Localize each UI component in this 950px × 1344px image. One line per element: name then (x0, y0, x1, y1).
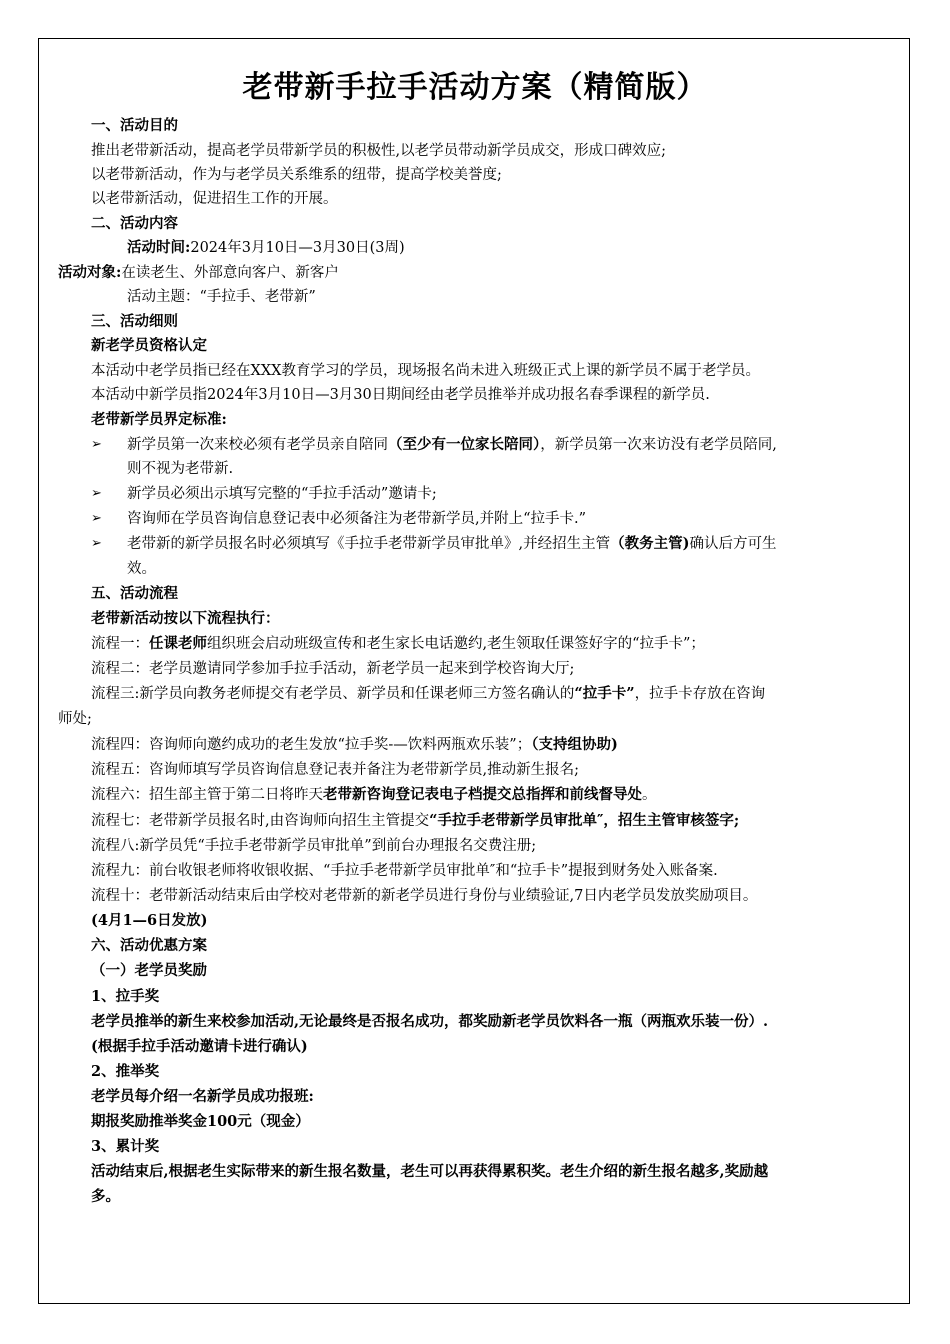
process-step-8: 流程八:新学员凭“手拉手老带新学员审批单”到前台办理报名交费注册; (91, 838, 537, 854)
eligibility-paragraph-2: 本活动中新学员指2024年3月10日—3月30日期间经由老学员推举并成功报名春季课程的新学员. (91, 387, 710, 403)
reward-2-paragraph-2: 期报奖励推举奖金100元（现金） (91, 1113, 310, 1130)
process-step-5: 流程五：咨询师填写学员咨询信息登记表并备注为老带新学员,推动新生报名; (91, 762, 579, 778)
process-subheading: 老带新活动按以下流程执行： (91, 610, 280, 627)
activity-target-value: 在读老生、外部意向客户、新客户 (121, 265, 339, 281)
reward-2-title: 2、推举奖 (91, 1063, 160, 1080)
reward-1-title: 1、拉手奖 (91, 988, 160, 1005)
criteria-3-text: 咨询师在学员咨询信息登记表中必须备注为老带新学员,并附上“拉手卡.” (127, 511, 587, 527)
reward-3-paragraph-1: 活动结束后,根据老生实际带来的新生报名数量，老生可以再获得累积奖。老生介绍的新生报名越多,奖励越 (91, 1163, 769, 1180)
arrow-bullet-icon: ➢ (91, 437, 102, 452)
document-title: 老带新手拉手活动方案（精简版） (242, 70, 708, 105)
section1-paragraph-1: 推出老带新活动，提高老学员带新学员的积极性,以老学员带动新学员成交，形成口碑效应; (91, 143, 666, 159)
process-step-10: 流程十：老带新活动结束后由学校对老带新的新老学员进行身份与业绩验证,7日内老学员发放奖励项目。 (91, 888, 758, 904)
criteria-2-text: 新学员必须出示填写完整的“手拉手活动”邀请卡; (127, 486, 437, 502)
process-step-3: 流程三:新学员向教务老师提交有老学员、新学员和任课老师三方签名确认的“拉手卡”，拉手卡存放在咨询 (91, 685, 766, 702)
rewards-subheading: （一）老学员奖励 (91, 962, 207, 979)
criteria-4-text-cont: 确认后方可生 (689, 536, 777, 552)
criteria-subheading: 老带新学员界定标准: (91, 411, 227, 428)
reward-2-paragraph-1: 老学员每介绍一名新学员成功报班: (91, 1088, 314, 1105)
criteria-1-text: 新学员第一次来校必须有老学员亲自陪同 (127, 437, 388, 453)
process-step-4: 流程四：咨询师向邀约成功的老生发放“拉手奖-—饮料两瓶欢乐装”；（支持组协助) (91, 736, 618, 753)
criteria-1-text-cont: ，新学员第一次来访没有老学员陪同, (540, 437, 777, 453)
process-step-10-note: (4月1—6日发放) (91, 912, 208, 929)
process-step-6: 流程六：招生部主管于第二日将昨天老带新咨询登记表电子档提交总指挥和前线督导处。 (91, 786, 657, 803)
section6-heading: 六、活动优惠方案 (91, 937, 207, 954)
process-step-1-emphasis: 任课老师 (149, 635, 207, 652)
criteria-4-wrap: 效。 (127, 561, 156, 577)
criteria-1-emphasis: （至少有一位家长陪同） (388, 436, 541, 453)
section1-heading: 一、活动目的 (91, 117, 178, 134)
section5-heading: 五、活动流程 (91, 585, 178, 602)
eligibility-subheading: 新老学员资格认定 (91, 337, 207, 354)
process-step-2: 流程二：老学员邀请同学参加手拉手活动，新老学员一起来到学校咨询大厅; (91, 661, 575, 677)
reward-3-paragraph-2: 多。 (91, 1188, 120, 1205)
reward-3-title: 3、累计奖 (91, 1138, 160, 1155)
activity-target-label: 活动对象: (58, 264, 122, 281)
process-step-7: 流程七：老带新学员报名时,由咨询师向招生主管提交“手拉手老带新学员审批单″，招生主管审核签字; (91, 812, 740, 829)
activity-target (58, 261, 339, 285)
process-step-4-emphasis: （支持组协助) (531, 736, 618, 753)
process-step-1: 流程一：任课老师组织班会启动班级宣传和老生家长电话邀约,老生领取任课签好字的“拉手卡”； (91, 635, 705, 652)
section3-heading: 三、活动细则 (91, 313, 178, 330)
criteria-4-text: 老带新的新学员报名时必须填写《手拉手老带新学员审批单》,并经招生主管 (127, 536, 611, 552)
criteria-4-emphasis: （教务主管) (610, 535, 690, 552)
section1-paragraph-3: 以老带新活动，促进招生工作的开展。 (91, 191, 338, 207)
criteria-1-wrap: 则不视为老带新. (127, 461, 234, 477)
reward-1-paragraph-2: (根据手拉手活动邀请卡进行确认) (91, 1038, 308, 1055)
activity-time (127, 236, 405, 260)
activity-time-value: 2024年3月10日—3月30日(3周) (190, 240, 405, 256)
process-step-3-wrap: 师处; (58, 711, 92, 727)
process-step-6-emphasis: 老带新咨询登记表电子档提交总指挥和前线督导处 (323, 786, 642, 803)
process-step-7-emphasis: “手拉手老带新学员审批单″，招生主管审核签字; (429, 812, 740, 829)
process-step-9: 流程九：前台收银老师将收银收据、“手拉手老带新学员审批单″和“拉手卡”提报到财务处入账备案. (91, 863, 718, 879)
section2-heading: 二、活动内容 (91, 215, 178, 232)
eligibility-paragraph-1: 本活动中老学员指已经在XXX教育学习的学员，现场报名尚未进入班级正式上课的新学员不属于老学员。 (91, 363, 760, 379)
section1-paragraph-2: 以老带新活动，作为与老学员关系维系的纽带，提高学校美誉度; (91, 167, 502, 183)
activity-time-label: 活动时间: (127, 239, 191, 256)
reward-1-paragraph-1: 老学员推举的新生来校参加活动,无论最终是否报名成功，都奖励新老学员饮料各一瓶（两瓶欢乐装一份）. (91, 1013, 769, 1030)
arrow-bullet-icon: ➢ (91, 536, 102, 551)
process-step-3-emphasis: “拉手卡” (574, 685, 635, 702)
arrow-bullet-icon: ➢ (91, 511, 102, 526)
arrow-bullet-icon: ➢ (91, 486, 102, 501)
activity-theme: 活动主题：“手拉手、老带新” (127, 289, 316, 305)
